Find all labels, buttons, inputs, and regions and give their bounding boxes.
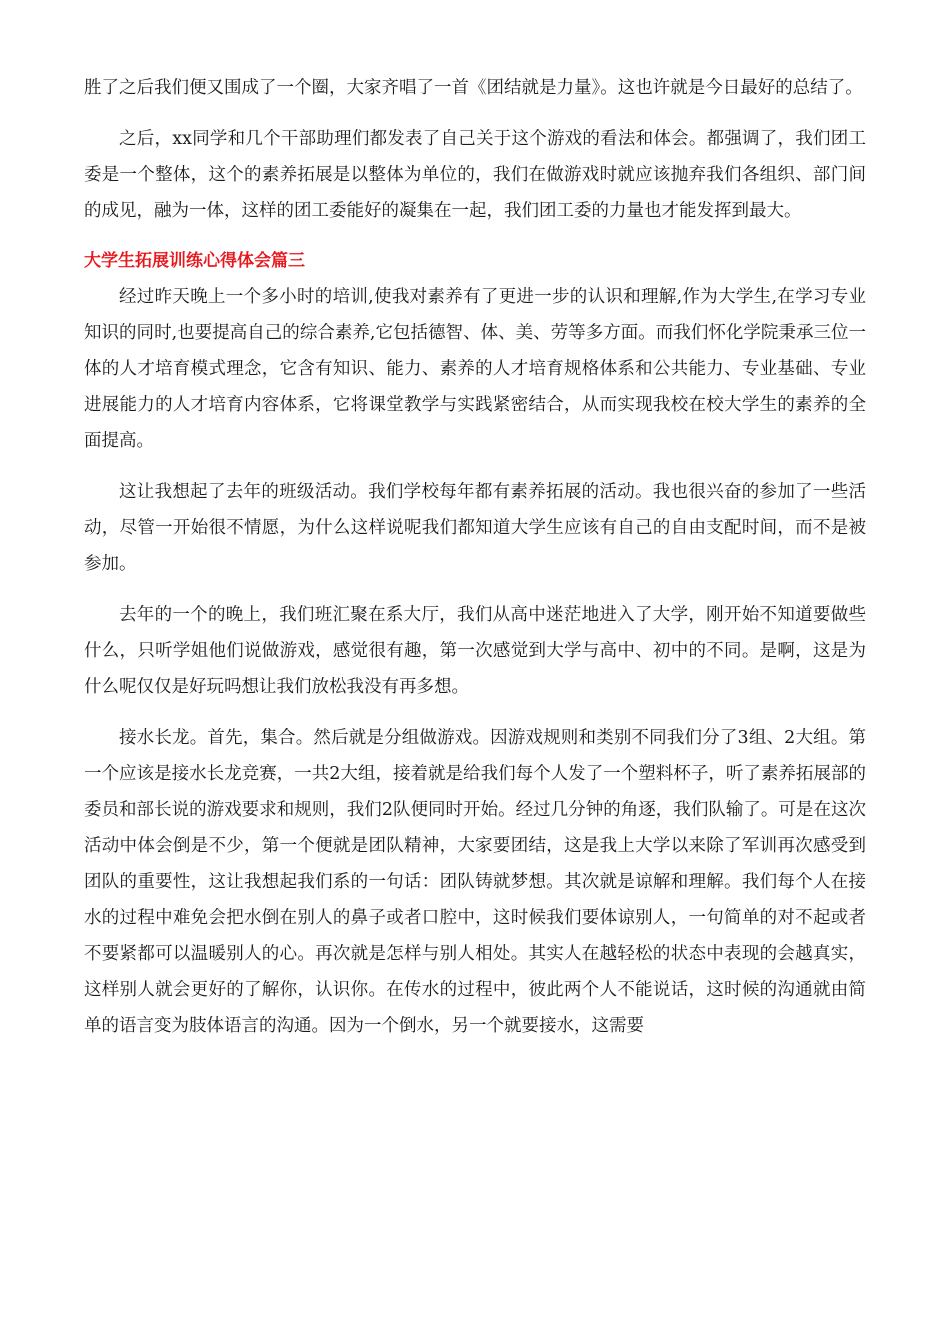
- paragraph-water-relay: 接水长龙。首先，集合。然后就是分组做游戏。因游戏规则和类别不同我们分了3组、2大组。第一个应该是接水长龙竞赛，一共2大组，接着就是给我们每个人发了一个塑料杯子，听了素养拓展部的委员和部长说的游戏要求和规则，我们2队便同时开始。经过几分钟的角逐，我们队输了。可是在这次活动中体会倒是不少，第一个便就是团队精神，大家要团结，这是我上大学以来除了军训再次感受到团队的重要性，这让我想起我们系的一句话：团队铸就梦想。其次就是谅解和理解。我们每个人在接水的过程中难免会把水倒在别人的鼻子或者口腔中，这时候我们要体谅别人，一句简单的对不起或者不要紧都可以温暖别人的心。再次就是怎样与别人相处。其实人在越轻松的状态中表现的会越真实，这样别人就会更好的了解你，认识你。在传水的过程中，彼此两个人不能说话，这时候的沟通就由简单的语言变为肢体语言的沟通。因为一个倒水，另一个就要接水，这需要: [84, 728, 866, 1036]
- paragraph-continuation: 胜了之后我们便又围成了一个圈，大家齐唱了一首《团结就是力量》。这也许就是今日最好的总结了。: [84, 78, 863, 98]
- section-heading: 大学生拓展训练心得体会篇三: [84, 251, 305, 271]
- document-page: [84, 70, 866, 1059]
- paragraph-training: 经过昨天晚上一个多小时的培训,使我对素养有了更进一步的认识和理解,作为大学生,在学习专业知识的同时,也要提高自己的综合素养,它包括德智、体、美、劳等多方面。而我们怀化学院秉承三位一体的人才培育模式理念，它含有知识、能力、素养的人才培育规格体系和公共能力、专业基础、专业进展能力的人才培育内容体系，它将课堂教学与实践紧密结合，从而实现我校在校大学生的素养的全面提高。: [84, 287, 866, 451]
- paragraph-summary: 之后，xx同学和几个干部助理们都发表了自己关于这个游戏的看法和体会。都强调了，我们团工委是一个整体，这个的素养拓展是以整体为单位的，我们在做游戏时就应该抛弃我们各组织、部门间的成见，融为一体，这样的团工委能好的凝集在一起，我们团工委的力量也才能发挥到最大。: [84, 129, 866, 221]
- paragraph-class-activity: 这让我想起了去年的班级活动。我们学校每年都有素养拓展的活动。我也很兴奋的参加了一些活动，尽管一开始很不情愿，为什么这样说呢我们都知道大学生应该有自己的自由支配时间，而不是被参加。: [84, 482, 866, 574]
- paragraph-last-year: 去年的一个的晚上，我们班汇聚在系大厅，我们从高中迷茫地进入了大学，刚开始不知道要做些什么，只听学姐他们说做游戏，感觉很有趣，第一次感觉到大学与高中、初中的不同。是啊，这是为什么呢仅仅是好玩吗想让我们放松我没有再多想。: [84, 605, 866, 697]
